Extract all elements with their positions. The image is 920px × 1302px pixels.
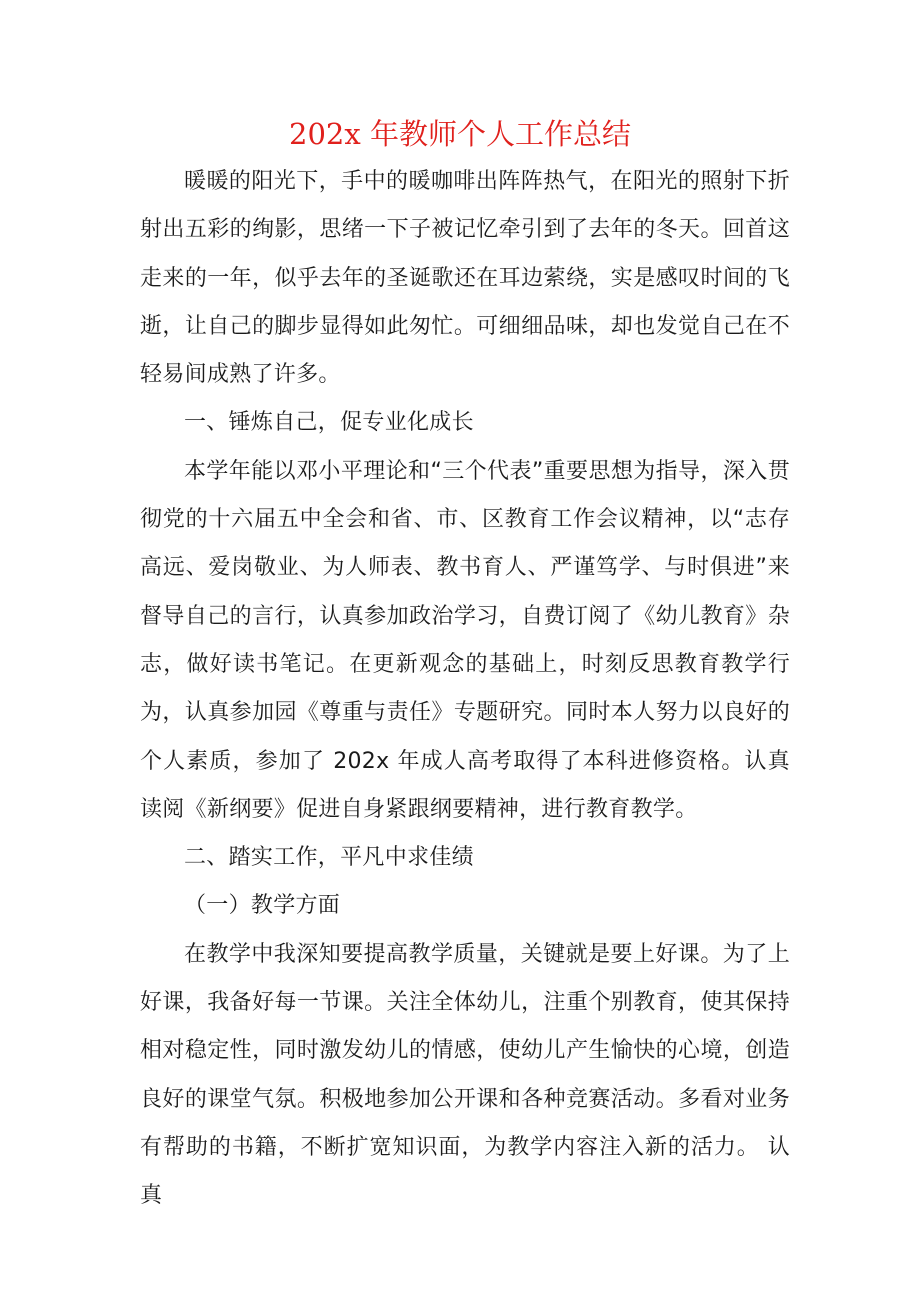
section-heading-1: 一、锤炼自己，促专业化成长 xyxy=(184,410,474,436)
section-heading-2: 二、踏实工作，平凡中求佳绩 xyxy=(184,845,474,871)
teaching-paragraph: 在教学中我深知要提高教学质量，关键就是要上好课。为了上好课，我备好每一节课。关注全体幼儿，注重个别教育，使其保持相对稳定性，同时激发幼儿的情感，使幼儿产生愉快的心境，创造良好的课堂气氛。积极地参加公开课和各种竞赛活动。多看对业务有帮助的书籍，不断扩宽知识面，为教学内容注入新的活力。 认真 xyxy=(140,941,790,1209)
subsection-heading-teaching: （一）教学方面 xyxy=(184,893,341,919)
section-1-paragraph: 本学年能以邓小平理论和“三个代表”重要思想为指导，深入贯彻党的十六届五中全会和省、市、区教育工作会议精神，以“志存高远、爱岗敬业、为人师表、教书育人、严谨笃学、与时俱进”来督导自己的言行，认真参加政治学习，自费订阅了《幼儿教育》杂志，做好读书笔记。在更新观念的基础上，时刻反思教育教学行为，认真参加园《尊重与责任》专题研究。同时本人努力以良好的个人素质，参加了 202x 年成人高考取得了本科进修资格。认真读阅《新纲要》促进自身紧跟纲要精神，进行教育教学。 xyxy=(140,458,790,822)
document-body xyxy=(140,158,790,1221)
document-title: 202x 年教师个人工作总结 xyxy=(289,117,631,151)
intro-paragraph: 暖暖的阳光下，手中的暖咖啡出阵阵热气，在阳光的照射下折射出五彩的绚影，思绪一下子被记忆牵引到了去年的冬天。回首这走来的一年，似乎去年的圣诞歌还在耳边萦绕，实是感叹时间的飞逝，让自己的脚步显得如此匆忙。可细细品味，却也发觉自己在不轻易间成熟了许多。 xyxy=(140,169,790,388)
